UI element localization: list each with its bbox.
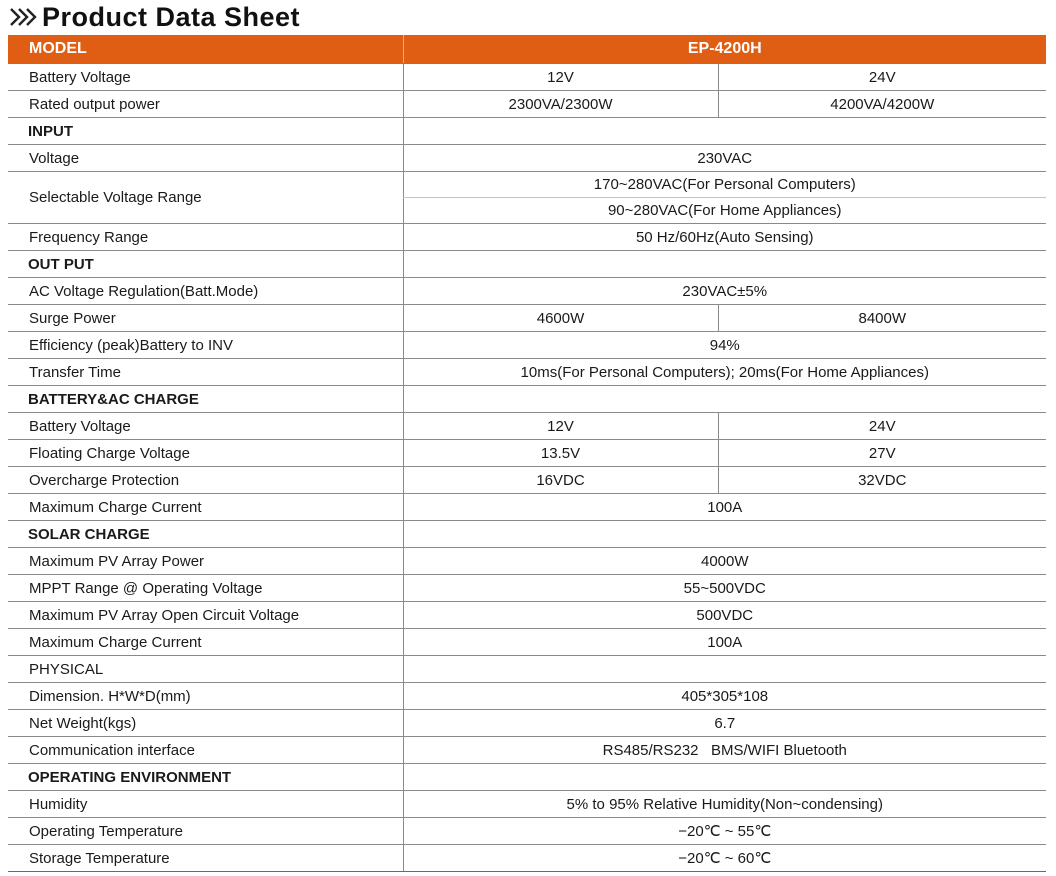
section-header-output bbox=[8, 251, 1046, 278]
table-row bbox=[8, 91, 1046, 118]
table-row bbox=[8, 359, 1046, 386]
floating-charge-12v: 13.5V bbox=[403, 440, 718, 467]
overcharge-label: Overcharge Protection bbox=[8, 467, 403, 494]
selectable-range-appliances: 90~280VAC(For Home Appliances) bbox=[403, 198, 1046, 224]
frequency-range-label: Frequency Range bbox=[8, 224, 403, 251]
table-row bbox=[8, 683, 1046, 710]
table-row bbox=[8, 413, 1046, 440]
battery-voltage-12v: 12V bbox=[403, 64, 718, 91]
operating-temp-value: −20℃ ~ 55℃ bbox=[403, 818, 1046, 845]
max-pv-power-label: Maximum PV Array Power bbox=[8, 548, 403, 575]
net-weight-value: 6.7 bbox=[403, 710, 1046, 737]
transfer-time-label: Transfer Time bbox=[8, 359, 403, 386]
model-value: EP-4200H bbox=[403, 35, 1046, 64]
surge-power-label: Surge Power bbox=[8, 305, 403, 332]
model-row bbox=[8, 35, 1046, 64]
dimension-value: 405*305*108 bbox=[403, 683, 1046, 710]
table-row bbox=[8, 845, 1046, 872]
communication-label: Communication interface bbox=[8, 737, 403, 764]
section-header-solar-charge bbox=[8, 521, 1046, 548]
table-row bbox=[8, 818, 1046, 845]
operating-temp-label: Operating Temperature bbox=[8, 818, 403, 845]
rated-output-12v: 2300VA/2300W bbox=[403, 91, 718, 118]
charge-battery-voltage-24v: 24V bbox=[718, 413, 1046, 440]
selectable-range-pc: 170~280VAC(For Personal Computers) bbox=[403, 172, 1046, 198]
section-header-physical bbox=[8, 656, 1046, 683]
floating-charge-24v: 27V bbox=[718, 440, 1046, 467]
double-chevron-icon bbox=[8, 6, 38, 28]
table-row bbox=[8, 791, 1046, 818]
surge-power-24v: 8400W bbox=[718, 305, 1046, 332]
table-row bbox=[8, 710, 1046, 737]
table-row bbox=[8, 145, 1046, 172]
input-voltage-value: 230VAC bbox=[403, 145, 1046, 172]
table-row bbox=[8, 629, 1046, 656]
humidity-value: 5% to 95% Relative Humidity(Non~condensing) bbox=[403, 791, 1046, 818]
ac-regulation-value: 230VAC±5% bbox=[403, 278, 1046, 305]
communication-value: RS485/RS232 BMS/WIFI Bluetooth bbox=[403, 737, 1046, 764]
solar-max-charge-current-label: Maximum Charge Current bbox=[8, 629, 403, 656]
table-row bbox=[8, 332, 1046, 359]
frequency-range-value: 50 Hz/60Hz(Auto Sensing) bbox=[403, 224, 1046, 251]
table-row bbox=[8, 440, 1046, 467]
battery-ac-charge-heading: BATTERY&AC CHARGE bbox=[8, 386, 403, 413]
table-row bbox=[8, 467, 1046, 494]
table-row bbox=[8, 575, 1046, 602]
net-weight-label: Net Weight(kgs) bbox=[8, 710, 403, 737]
max-pv-power-value: 4000W bbox=[403, 548, 1046, 575]
operating-environment-heading: OPERATING ENVIRONMENT bbox=[8, 764, 403, 791]
model-label: MODEL bbox=[8, 35, 403, 64]
floating-charge-label: Floating Charge Voltage bbox=[8, 440, 403, 467]
charge-battery-voltage-12v: 12V bbox=[403, 413, 718, 440]
battery-voltage-24v: 24V bbox=[718, 64, 1046, 91]
table-row bbox=[8, 602, 1046, 629]
table-row bbox=[8, 278, 1046, 305]
ac-regulation-label: AC Voltage Regulation(Batt.Mode) bbox=[8, 278, 403, 305]
humidity-label: Humidity bbox=[8, 791, 403, 818]
input-heading: INPUT bbox=[8, 118, 403, 145]
page-header bbox=[8, 0, 300, 34]
ac-max-charge-current-value: 100A bbox=[403, 494, 1046, 521]
table-row bbox=[8, 737, 1046, 764]
max-pv-voc-value: 500VDC bbox=[403, 602, 1046, 629]
efficiency-label: Efficiency (peak)Battery to INV bbox=[8, 332, 403, 359]
table-row bbox=[8, 224, 1046, 251]
rated-output-24v: 4200VA/4200W bbox=[718, 91, 1046, 118]
section-header-operating-environment bbox=[8, 764, 1046, 791]
rated-output-label: Rated output power bbox=[8, 91, 403, 118]
table-row bbox=[8, 305, 1046, 332]
ac-max-charge-current-label: Maximum Charge Current bbox=[8, 494, 403, 521]
selectable-range-label: Selectable Voltage Range bbox=[8, 172, 403, 224]
spec-table bbox=[8, 35, 1046, 872]
overcharge-24v: 32VDC bbox=[718, 467, 1046, 494]
battery-voltage-label: Battery Voltage bbox=[8, 64, 403, 91]
physical-heading: PHYSICAL bbox=[8, 656, 403, 683]
output-heading: OUT PUT bbox=[8, 251, 403, 278]
charge-battery-voltage-label: Battery Voltage bbox=[8, 413, 403, 440]
solar-max-charge-current-value: 100A bbox=[403, 629, 1046, 656]
table-row bbox=[8, 172, 1046, 198]
table-row bbox=[8, 548, 1046, 575]
section-header-input bbox=[8, 118, 1046, 145]
mppt-range-label: MPPT Range @ Operating Voltage bbox=[8, 575, 403, 602]
page-title: Product Data Sheet bbox=[42, 1, 301, 32]
surge-power-12v: 4600W bbox=[403, 305, 718, 332]
storage-temp-label: Storage Temperature bbox=[8, 845, 403, 872]
solar-charge-heading: SOLAR CHARGE bbox=[8, 521, 403, 548]
dimension-label: Dimension. H*W*D(mm) bbox=[8, 683, 403, 710]
transfer-time-value: 10ms(For Personal Computers); 20ms(For Home Appliances) bbox=[403, 359, 1046, 386]
input-voltage-label: Voltage bbox=[8, 145, 403, 172]
table-row bbox=[8, 64, 1046, 91]
table-row bbox=[8, 494, 1046, 521]
storage-temp-value: −20℃ ~ 60℃ bbox=[403, 845, 1046, 872]
max-pv-voc-label: Maximum PV Array Open Circuit Voltage bbox=[8, 602, 403, 629]
efficiency-value: 94% bbox=[403, 332, 1046, 359]
mppt-range-value: 55~500VDC bbox=[403, 575, 1046, 602]
overcharge-12v: 16VDC bbox=[403, 467, 718, 494]
section-header-battery-ac-charge bbox=[8, 386, 1046, 413]
